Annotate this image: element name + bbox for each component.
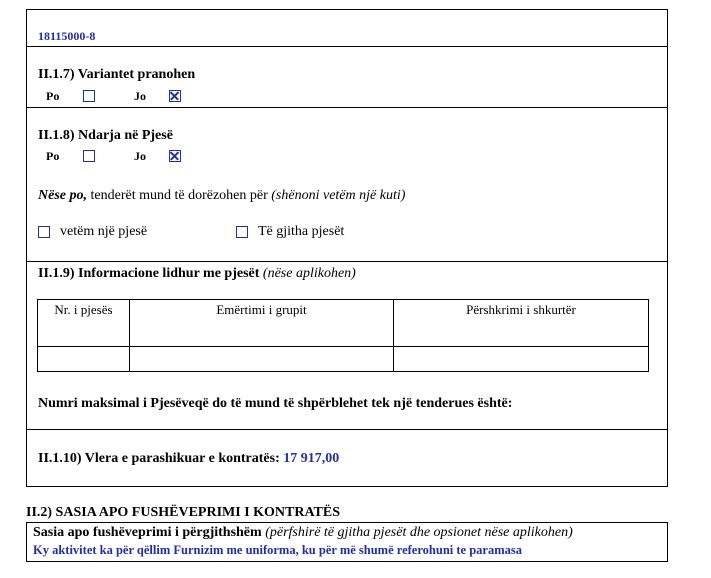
lots-table-header bbox=[38, 300, 649, 347]
cell-short-description[interactable] bbox=[394, 347, 649, 372]
variants-yes-label: Po bbox=[46, 89, 60, 103]
cpv-section bbox=[27, 10, 667, 47]
col-group-name: Emërtimi i grupit bbox=[130, 300, 394, 347]
lots-if-yes-prefix: Nëse po, bbox=[38, 188, 87, 203]
lots-info-section bbox=[27, 262, 667, 430]
scope-label: Sasia apo fushëveprimi i përgjithshëm bbox=[33, 525, 266, 540]
lots-table bbox=[37, 299, 649, 372]
scope-note: (përfshirë të gjitha pjesët dhe opsionet nëse aplikohen) bbox=[265, 525, 573, 540]
col-lot-number: Nr. i pjesës bbox=[38, 300, 130, 347]
table-row bbox=[38, 347, 649, 372]
one-lot-checkbox[interactable] bbox=[38, 226, 50, 238]
lots-info-title-note: (nëse aplikohen) bbox=[262, 266, 356, 281]
variants-no-checkbox[interactable] bbox=[169, 90, 181, 102]
lots-division-title: II.1.8) Ndarja në Pjesë bbox=[38, 128, 173, 143]
all-lots-label: Të gjitha pjesët bbox=[258, 224, 345, 239]
variants-yes-checkbox[interactable] bbox=[83, 90, 95, 102]
cell-lot-number[interactable] bbox=[38, 347, 130, 372]
contract-value-section bbox=[27, 430, 667, 487]
lots-info-title: II.1.9) Informacione lidhur me pjesët bbox=[38, 266, 263, 281]
section2-heading: II.2) SASIA APO FUSHËVEPRIMI I KONTRATËS bbox=[26, 505, 341, 520]
lots-if-yes-note: (shënoni vetëm një kuti) bbox=[271, 188, 406, 203]
lots-division-section bbox=[27, 108, 667, 262]
contract-value-amount: 17 917,00 bbox=[283, 451, 340, 466]
lots-no-label: Jo bbox=[134, 149, 146, 163]
contract-value-line bbox=[38, 451, 339, 467]
variants-title: II.1.7) Variantet pranohen bbox=[38, 67, 196, 82]
lots-if-yes-text: tenderët mund të dorëzohen për bbox=[87, 188, 272, 203]
scope-label-line bbox=[33, 525, 573, 541]
section2-scope-box bbox=[26, 522, 668, 562]
lots-info-title-line bbox=[38, 266, 356, 282]
max-lots-text: Numri maksimal i Pjesëveqë do të mund të shpërblehet tek një tenderues është: bbox=[38, 396, 513, 411]
cell-group-name[interactable] bbox=[130, 347, 394, 372]
lots-if-yes-line bbox=[38, 188, 405, 204]
all-lots-checkbox[interactable] bbox=[236, 226, 248, 238]
lots-no-checkbox[interactable] bbox=[169, 150, 181, 162]
col-short-description: Përshkrimi i shkurtër bbox=[394, 300, 649, 347]
form-frame bbox=[26, 9, 668, 487]
contract-value-label: II.1.10) Vlera e parashikuar e kontratës: bbox=[38, 451, 284, 466]
variants-section bbox=[27, 47, 667, 108]
lots-yes-label: Po bbox=[46, 149, 60, 163]
variants-no-label: Jo bbox=[134, 89, 146, 103]
lots-yes-checkbox[interactable] bbox=[83, 150, 95, 162]
scope-value: Ky aktivitet ka për qëllim Furnizim me uniforma, ku për më shumë referohuni te paramasa bbox=[33, 543, 522, 557]
one-lot-label: vetëm një pjesë bbox=[60, 224, 148, 239]
cpv-code: 18115000-8 bbox=[38, 29, 96, 43]
